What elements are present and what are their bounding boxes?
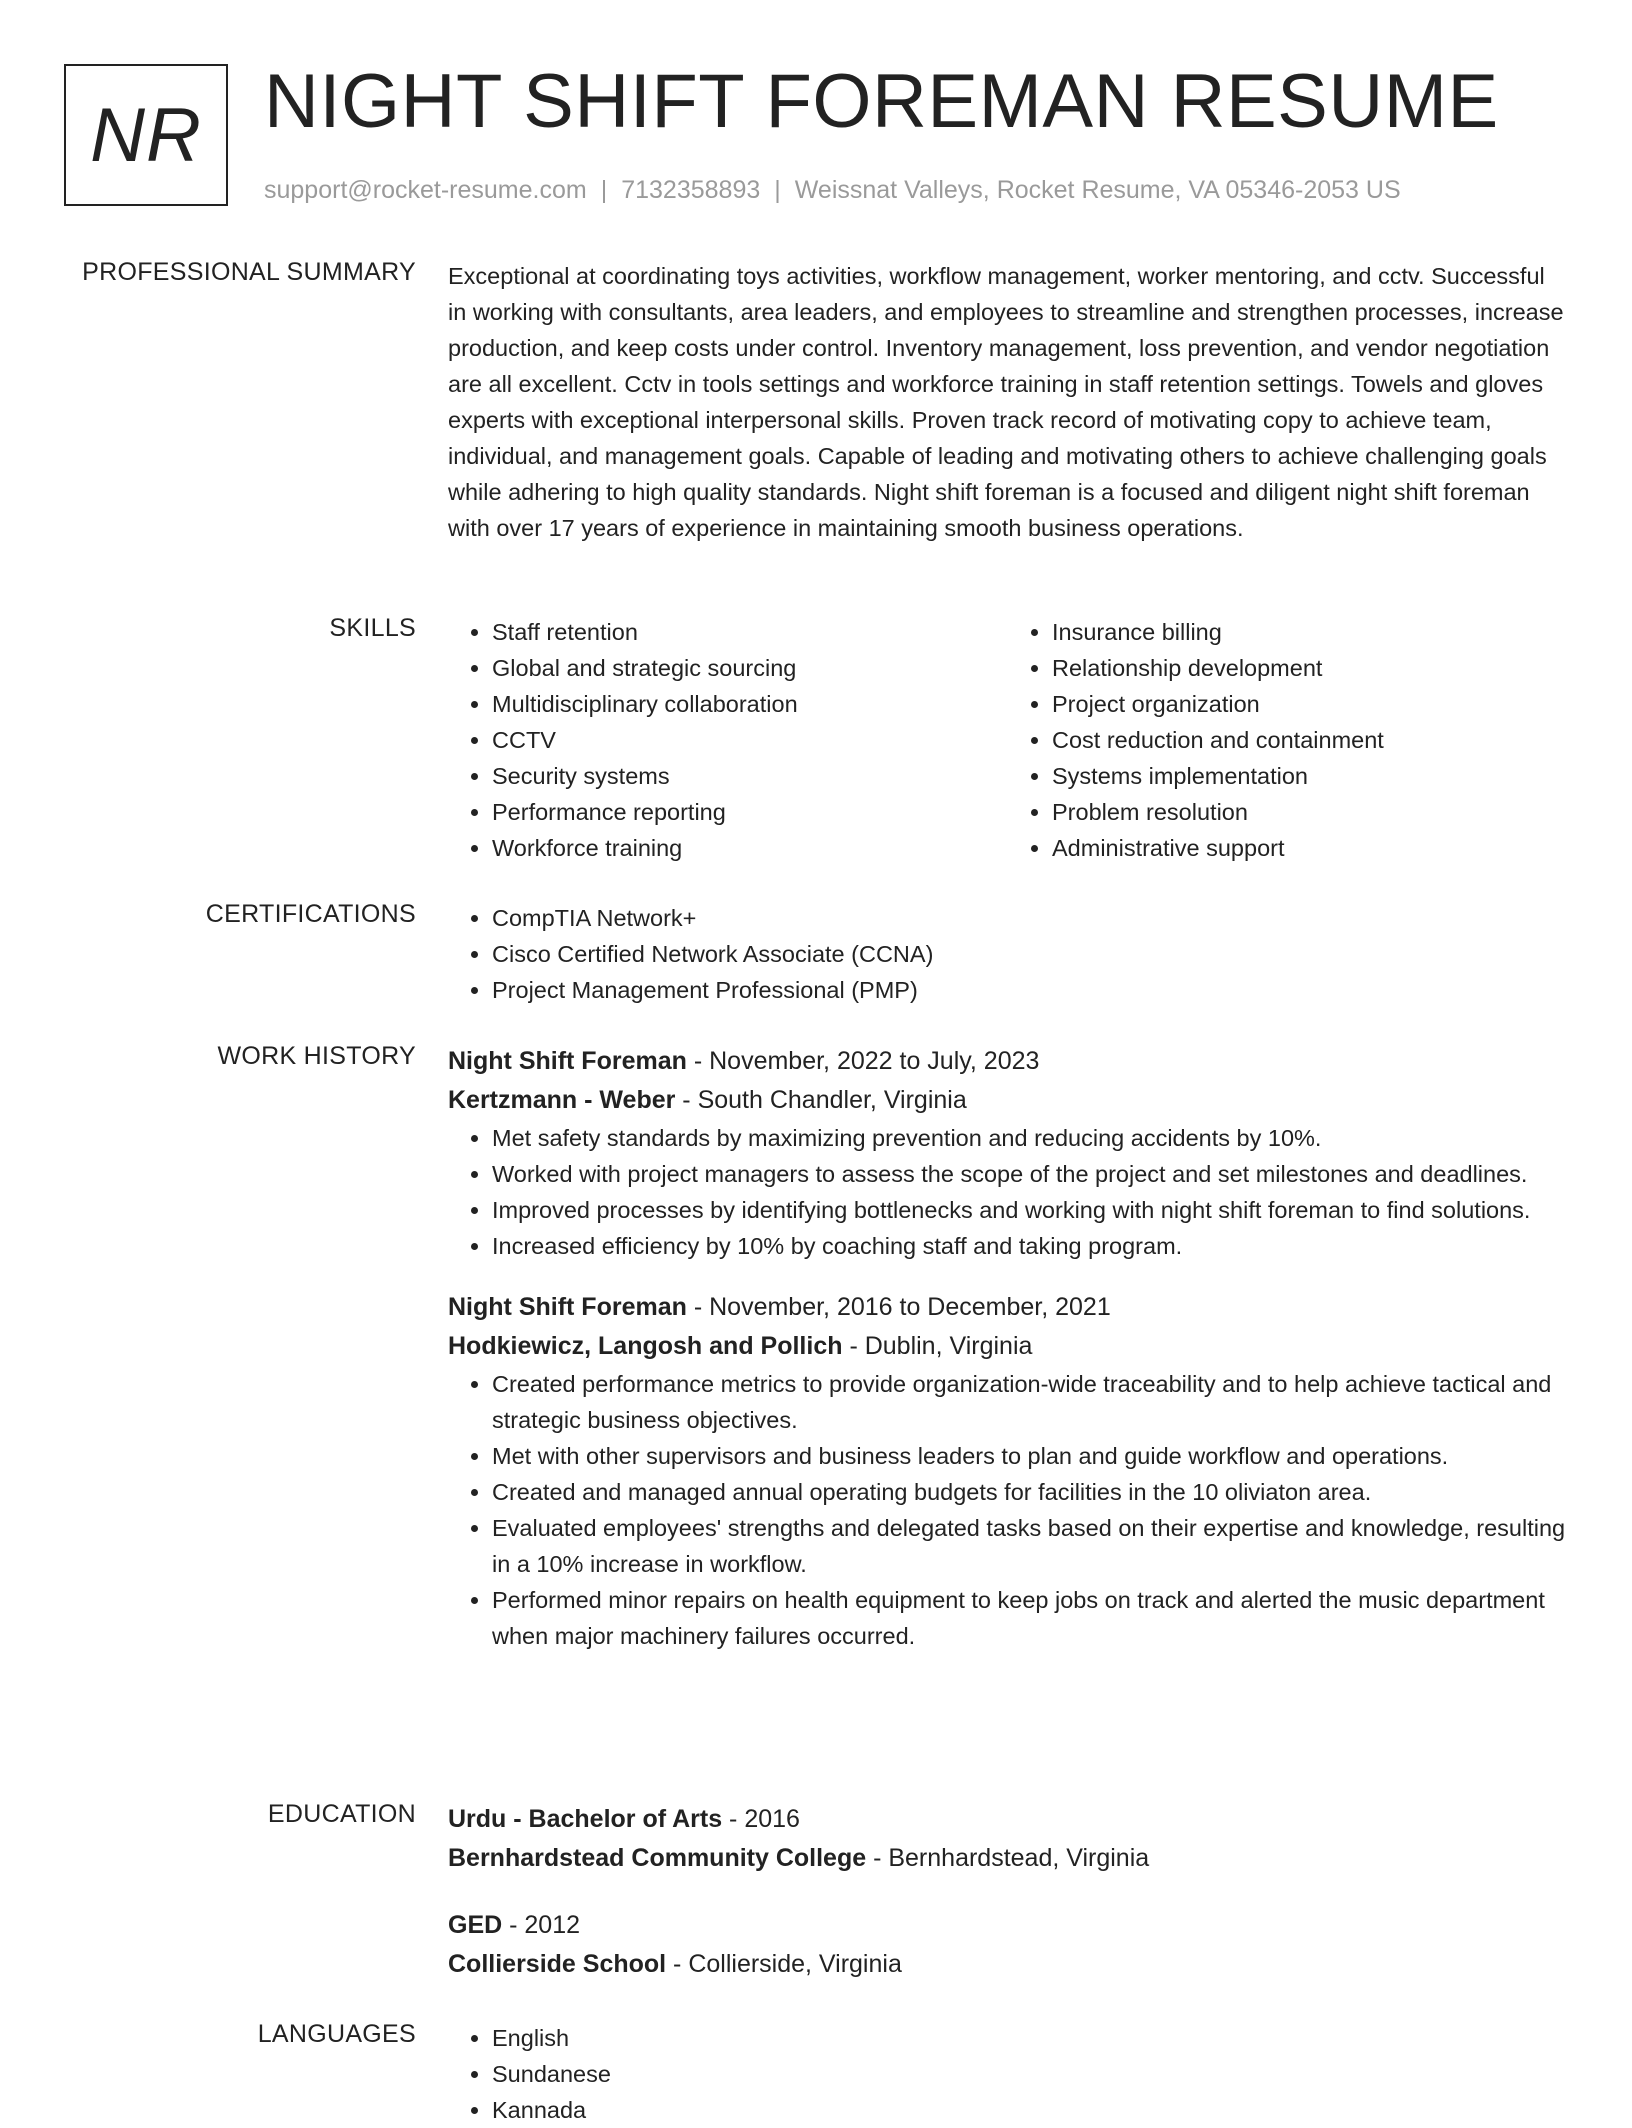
job-title: Night Shift Foreman <box>448 1293 687 1321</box>
job-bullet: • Met safety standards by maximizing prevention and reducing accidents by 10%. <box>492 1120 1568 1156</box>
skill-item: • Project organization <box>1052 686 1568 722</box>
certifications-heading: CERTIFICATIONS <box>205 900 416 928</box>
job-bullet: • Improved processes by identifying bottlenecks and working with night shift foreman to find solutions. <box>492 1192 1568 1228</box>
job-title-line <box>448 1288 1568 1327</box>
job-company: Kertzmann - Weber <box>448 1086 676 1114</box>
certification-item: • CompTIA Network+ <box>492 900 1568 936</box>
education-entry <box>448 1800 1568 1878</box>
language-item: • English <box>492 2020 1568 2056</box>
skills-list-col2 <box>1008 614 1568 866</box>
job-company-line <box>448 1081 1568 1120</box>
skill-item: • Relationship development <box>1052 650 1568 686</box>
language-item: • Sundanese <box>492 2056 1568 2092</box>
contact-phone[interactable]: 7132358893 <box>621 176 761 204</box>
skill-item: • Insurance billing <box>1052 614 1568 650</box>
certification-item: • Project Management Professional (PMP) <box>492 972 1568 1008</box>
skills-heading: SKILLS <box>329 614 416 642</box>
skill-item: • CCTV <box>492 722 1008 758</box>
job-bullets <box>448 1120 1568 1264</box>
education-heading: EDUCATION <box>267 1800 416 1828</box>
school-name: Collierside School <box>448 1950 667 1978</box>
job-entry <box>448 1288 1568 1654</box>
skill-item: • Performance reporting <box>492 794 1008 830</box>
job-title: Night Shift Foreman <box>448 1047 687 1075</box>
summary-body <box>448 258 1568 546</box>
degree-name: GED <box>448 1911 503 1939</box>
job-bullet: • Performed minor repairs on health equipment to keep jobs on track and alerted the music department when major machinery failures occurred. <box>492 1582 1568 1654</box>
degree-year: - 2012 <box>502 1911 581 1939</box>
certifications-list <box>448 900 1568 1008</box>
skill-item: • Staff retention <box>492 614 1008 650</box>
summary-text: Exceptional at coordinating toys activities, workflow management, worker mentoring, and cctv. Successful in working with consultants, area leaders, and employees to streamline and strengthen processes, increase production, and keep costs under control. Inventory management, loss prevention, and vendor negotiation are all excellent. Cctv in tools settings and workforce training in staff retention settings. Towels and gloves experts with exceptional interpersonal skills. Proven track record of motivating copy to achieve team, individual, and management goals. Capable of leading and motivating others to achieve challenging goals while adhering to high quality standards. Night shift foreman is a focused and diligent night shift foreman with over 17 years of experience in maintaining smooth business operations. <box>448 263 1564 541</box>
job-company: Hodkiewicz, Langosh and Pollich <box>448 1332 843 1360</box>
job-title-line <box>448 1042 1568 1081</box>
work-history-body <box>448 1042 1568 1654</box>
contact-separator: | <box>600 176 608 204</box>
job-bullet: • Evaluated employees' strengths and delegated tasks based on their expertise and knowledge, resulting in a 10% increase in workflow. <box>492 1510 1568 1582</box>
summary-heading: PROFESSIONAL SUMMARY <box>82 258 416 286</box>
job-bullet: • Created and managed annual operating budgets for facilities in the 10 oliviaton area. <box>492 1474 1568 1510</box>
skill-item: • Cost reduction and containment <box>1052 722 1568 758</box>
job-bullets <box>448 1366 1568 1654</box>
school-name: Bernhardstead Community College <box>448 1844 867 1872</box>
school-location: - Bernhardstead, Virginia <box>866 1844 1150 1872</box>
school-line <box>448 1945 1568 1984</box>
job-entry <box>448 1042 1568 1264</box>
job-location: - South Chandler, Virginia <box>675 1086 967 1114</box>
job-bullet: • Increased efficiency by 10% by coaching staff and taking program. <box>492 1228 1568 1264</box>
languages-heading: LANGUAGES <box>257 2020 416 2048</box>
skill-item: • Administrative support <box>1052 830 1568 866</box>
monogram-badge: NR <box>64 64 228 206</box>
job-company-line <box>448 1327 1568 1366</box>
language-item: • Kannada <box>492 2092 1568 2128</box>
skills-list-col1 <box>448 614 1008 866</box>
school-line <box>448 1839 1568 1878</box>
contact-address: Weissnat Valleys, Rocket Resume, VA 05346-2053 US <box>794 176 1401 204</box>
certifications-body <box>448 900 1568 1008</box>
skill-item: • Workforce training <box>492 830 1008 866</box>
skill-item: • Security systems <box>492 758 1008 794</box>
skill-item: • Multidisciplinary collaboration <box>492 686 1008 722</box>
skill-item: • Problem resolution <box>1052 794 1568 830</box>
degree-year: - 2016 <box>722 1805 800 1833</box>
contact-line <box>264 176 1401 205</box>
education-entry <box>448 1906 1568 1984</box>
school-location: - Collierside, Virginia <box>666 1950 902 1978</box>
job-dates: - November, 2022 to July, 2023 <box>686 1047 1040 1075</box>
resume-header <box>64 59 1584 214</box>
job-location: - Dublin, Virginia <box>842 1332 1033 1360</box>
education-body <box>448 1800 1568 1984</box>
job-bullet: • Met with other supervisors and business leaders to plan and guide workflow and operations. <box>492 1438 1568 1474</box>
degree-line <box>448 1906 1568 1945</box>
skills-body <box>448 614 1568 866</box>
degree-name: Urdu - Bachelor of Arts <box>448 1805 723 1833</box>
work-history-heading: WORK HISTORY <box>217 1042 416 1070</box>
certification-item: • Cisco Certified Network Associate (CCNA) <box>492 936 1568 972</box>
contact-separator: | <box>774 176 781 204</box>
job-bullet: • Created performance metrics to provide organization-wide traceability and to help achieve tactical and strategic business objectives. <box>492 1366 1568 1438</box>
job-dates: - November, 2016 to December, 2021 <box>686 1293 1111 1321</box>
resume-title: NIGHT SHIFT FOREMAN RESUME <box>264 59 1499 144</box>
contact-email[interactable]: support@rocket-resume.com <box>264 176 587 204</box>
job-bullet: • Worked with project managers to assess the scope of the project and set milestones and deadlines. <box>492 1156 1568 1192</box>
degree-line <box>448 1800 1568 1839</box>
skill-item: • Systems implementation <box>1052 758 1568 794</box>
skill-item: • Global and strategic sourcing <box>492 650 1008 686</box>
